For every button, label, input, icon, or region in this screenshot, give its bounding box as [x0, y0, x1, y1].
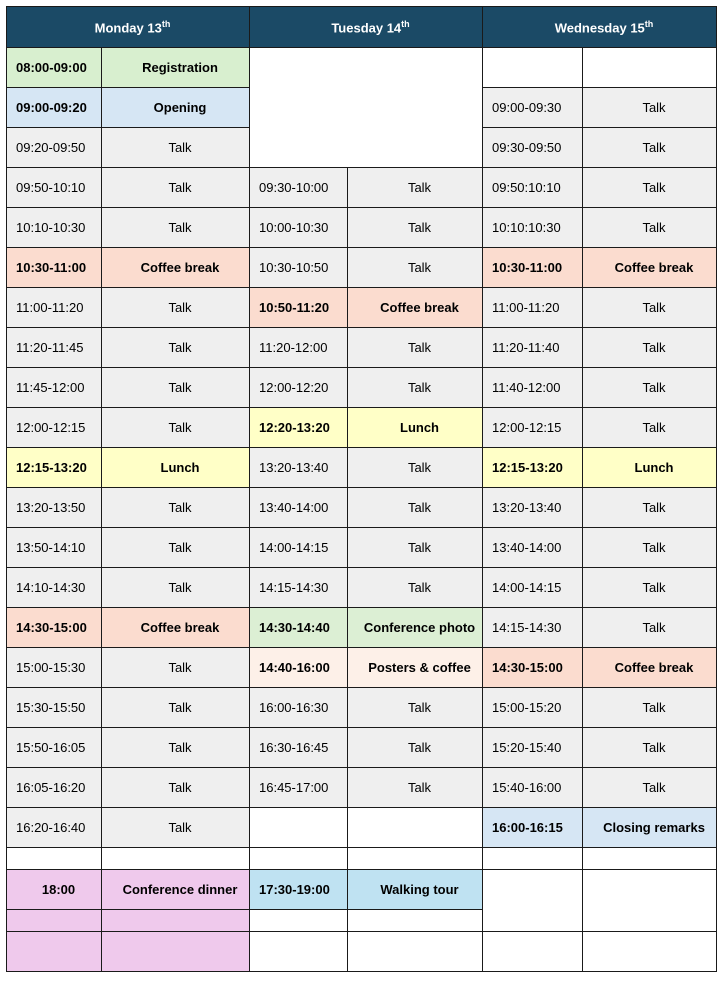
slot-time: 14:15-14:30 — [250, 568, 348, 608]
slot-time: 10:50-11:20 — [250, 288, 348, 328]
slot-event: Talk — [583, 528, 717, 568]
slot-event: Talk — [583, 168, 717, 208]
slot-event: Conference dinner — [102, 870, 250, 910]
slot-time: 11:00-11:20 — [7, 288, 102, 328]
slot-time: 11:20-12:00 — [250, 328, 348, 368]
table-row — [7, 528, 717, 568]
slot-time: 10:30-10:50 — [250, 248, 348, 288]
slot-time: 14:30-14:40 — [250, 608, 348, 648]
empty-cell — [583, 848, 717, 870]
slot-time: 15:00-15:30 — [7, 648, 102, 688]
slot-time: 16:20-16:40 — [7, 808, 102, 848]
table-row — [7, 932, 717, 972]
slot-event: Talk — [102, 168, 250, 208]
slot-time: 14:15-14:30 — [483, 608, 583, 648]
slot-event: Talk — [102, 768, 250, 808]
slot-time: 11:45-12:00 — [7, 368, 102, 408]
slot-event: Conference photo — [348, 608, 483, 648]
table-row — [7, 208, 717, 248]
empty-cell — [483, 870, 583, 932]
slot-event: Talk — [583, 768, 717, 808]
slot-event: Talk — [348, 688, 483, 728]
slot-event: Talk — [102, 128, 250, 168]
slot-time: 16:45-17:00 — [250, 768, 348, 808]
slot-time: 11:40-12:00 — [483, 368, 583, 408]
empty-cell — [348, 910, 483, 932]
slot-event: Talk — [583, 368, 717, 408]
slot-event: Lunch — [348, 408, 483, 448]
day-header-tuesday: Tuesday 14th — [250, 7, 483, 48]
slot-event: Talk — [348, 168, 483, 208]
slot-time: 18:00 — [7, 870, 102, 910]
table-row — [7, 688, 717, 728]
table-row — [7, 248, 717, 288]
empty-cell — [348, 808, 483, 848]
slot-time: 14:30-15:00 — [7, 608, 102, 648]
empty-cell — [250, 910, 348, 932]
slot-time: 13:40-14:00 — [483, 528, 583, 568]
slot-event: Talk — [583, 488, 717, 528]
slot-event: Coffee break — [583, 648, 717, 688]
table-row — [7, 48, 717, 88]
slot-time: 15:50-16:05 — [7, 728, 102, 768]
slot-time: 09:50-10:10 — [7, 168, 102, 208]
slot-event: Talk — [583, 728, 717, 768]
slot-event: Talk — [102, 808, 250, 848]
schedule-table — [6, 6, 717, 972]
slot-event: Talk — [348, 248, 483, 288]
slot-time: 14:30-15:00 — [483, 648, 583, 688]
slot-event: Talk — [583, 688, 717, 728]
slot-event: Talk — [102, 688, 250, 728]
slot-time: 09:20-09:50 — [7, 128, 102, 168]
table-row — [7, 408, 717, 448]
slot-time: 09:30-09:50 — [483, 128, 583, 168]
slot-time: 13:20-13:50 — [7, 488, 102, 528]
slot-event: Talk — [102, 568, 250, 608]
slot-event: Talk — [102, 408, 250, 448]
slot-event: Talk — [102, 728, 250, 768]
header-row — [7, 7, 717, 48]
slot-time: 11:20-11:40 — [483, 328, 583, 368]
slot-time: 09:30-10:00 — [250, 168, 348, 208]
empty-cell — [7, 932, 102, 972]
empty-cell — [483, 48, 583, 88]
slot-time: 17:30-19:00 — [250, 870, 348, 910]
slot-time: 15:30-15:50 — [7, 688, 102, 728]
slot-time: 13:40-14:00 — [250, 488, 348, 528]
slot-time: 11:20-11:45 — [7, 328, 102, 368]
table-row — [7, 368, 717, 408]
slot-event: Lunch — [102, 448, 250, 488]
slot-time: 10:10-10:30 — [7, 208, 102, 248]
slot-event: Coffee break — [583, 248, 717, 288]
slot-event: Talk — [102, 528, 250, 568]
slot-time: 12:20-13:20 — [250, 408, 348, 448]
slot-time: 12:00-12:15 — [483, 408, 583, 448]
table-row — [7, 288, 717, 328]
slot-time: 16:00-16:30 — [250, 688, 348, 728]
slot-time: 10:10:10:30 — [483, 208, 583, 248]
empty-cell — [250, 848, 348, 870]
empty-cell — [483, 848, 583, 870]
empty-cell — [583, 932, 717, 972]
table-row — [7, 870, 717, 910]
slot-time: 16:05-16:20 — [7, 768, 102, 808]
slot-event: Talk — [102, 488, 250, 528]
empty-cell — [7, 910, 102, 932]
slot-event: Talk — [583, 208, 717, 248]
slot-time: 12:15-13:20 — [483, 448, 583, 488]
empty-cell — [583, 870, 717, 932]
slot-event: Talk — [583, 328, 717, 368]
slot-time: 13:50-14:10 — [7, 528, 102, 568]
slot-time: 12:15-13:20 — [7, 448, 102, 488]
slot-event: Talk — [102, 208, 250, 248]
slot-event: Talk — [348, 768, 483, 808]
slot-time: 09:00-09:30 — [483, 88, 583, 128]
spacer-row — [7, 848, 717, 870]
day-header-wednesday: Wednesday 15th — [483, 7, 717, 48]
slot-event: Coffee break — [102, 248, 250, 288]
slot-event: Talk — [583, 128, 717, 168]
slot-event: Talk — [348, 568, 483, 608]
slot-time: 13:20-13:40 — [250, 448, 348, 488]
slot-event: Closing remarks — [583, 808, 717, 848]
slot-event: Talk — [102, 328, 250, 368]
slot-event: Talk — [348, 528, 483, 568]
empty-cell — [583, 48, 717, 88]
slot-time: 09:00-09:20 — [7, 88, 102, 128]
slot-event: Talk — [348, 448, 483, 488]
slot-time: 16:30-16:45 — [250, 728, 348, 768]
empty-cell — [250, 808, 348, 848]
empty-cell — [102, 848, 250, 870]
slot-time: 15:20-15:40 — [483, 728, 583, 768]
slot-event: Opening — [102, 88, 250, 128]
slot-time: 15:40-16:00 — [483, 768, 583, 808]
slot-event: Talk — [583, 608, 717, 648]
table-row — [7, 768, 717, 808]
table-row — [7, 568, 717, 608]
table-row — [7, 608, 717, 648]
slot-event: Talk — [348, 728, 483, 768]
empty-cell — [250, 932, 348, 972]
table-row — [7, 648, 717, 688]
slot-time: 14:00-14:15 — [250, 528, 348, 568]
slot-time: 14:00-14:15 — [483, 568, 583, 608]
slot-event: Talk — [102, 648, 250, 688]
slot-time: 16:00-16:15 — [483, 808, 583, 848]
empty-cell — [102, 910, 250, 932]
table-row — [7, 808, 717, 848]
slot-event: Coffee break — [102, 608, 250, 648]
slot-time: 08:00-09:00 — [7, 48, 102, 88]
slot-event: Talk — [102, 368, 250, 408]
slot-event: Talk — [348, 488, 483, 528]
slot-time: 12:00-12:15 — [7, 408, 102, 448]
slot-event: Talk — [102, 288, 250, 328]
table-row — [7, 448, 717, 488]
slot-time: 14:10-14:30 — [7, 568, 102, 608]
empty-cell — [483, 932, 583, 972]
empty-cell — [7, 848, 102, 870]
empty-cell — [348, 848, 483, 870]
slot-time: 10:30-11:00 — [483, 248, 583, 288]
slot-time: 09:50:10:10 — [483, 168, 583, 208]
empty-cell — [250, 48, 483, 168]
slot-event: Talk — [348, 328, 483, 368]
slot-event: Coffee break — [348, 288, 483, 328]
slot-event: Walking tour — [348, 870, 483, 910]
slot-time: 13:20-13:40 — [483, 488, 583, 528]
slot-time: 14:40-16:00 — [250, 648, 348, 688]
slot-event: Talk — [348, 208, 483, 248]
empty-cell — [348, 932, 483, 972]
table-row — [7, 328, 717, 368]
slot-event: Talk — [348, 368, 483, 408]
table-row — [7, 728, 717, 768]
slot-time: 10:30-11:00 — [7, 248, 102, 288]
slot-event: Posters & coffee — [348, 648, 483, 688]
slot-time: 10:00-10:30 — [250, 208, 348, 248]
table-row — [7, 488, 717, 528]
slot-event: Talk — [583, 568, 717, 608]
slot-time: 12:00-12:20 — [250, 368, 348, 408]
slot-event: Talk — [583, 408, 717, 448]
slot-event: Talk — [583, 288, 717, 328]
day-header-monday: Monday 13th — [7, 7, 250, 48]
table-row — [7, 168, 717, 208]
slot-event: Lunch — [583, 448, 717, 488]
empty-cell — [102, 932, 250, 972]
slot-time: 11:00-11:20 — [483, 288, 583, 328]
slot-event: Registration — [102, 48, 250, 88]
slot-time: 15:00-15:20 — [483, 688, 583, 728]
slot-event: Talk — [583, 88, 717, 128]
